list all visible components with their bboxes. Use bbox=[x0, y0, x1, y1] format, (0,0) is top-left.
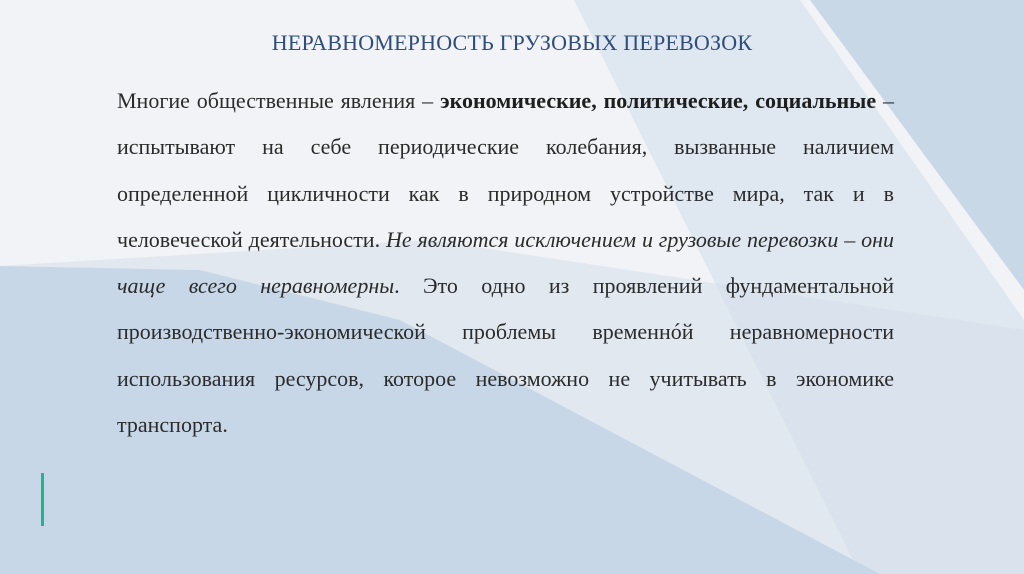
accent-bar bbox=[41, 473, 44, 526]
paragraph-part-3: . Это одно из проявлений фундаментальной производственно-экономической проблемы временнóй неравномерности использования ресурсов, которое невозможно не учитывать в экономике транспорта. bbox=[117, 273, 895, 438]
slide-body-paragraph bbox=[117, 78, 894, 448]
slide-title: НЕРАВНОМЕРНОСТЬ ГРУЗОВЫХ ПЕРЕВОЗОК bbox=[271, 30, 753, 55]
paragraph-bold-phrase: экономические, политические, социальные bbox=[440, 88, 877, 113]
paragraph-part-1: Многие общественные явления – bbox=[117, 88, 441, 113]
paragraph-part-2: – испытывают на себе периодические колебания, вызванные наличием определенной цикличности как в природном устройстве мира, так и в человеческой деятельности. bbox=[117, 88, 895, 252]
paragraph-italic-phrase: Не являются исключением и грузовые перевозки – они чаще всего неравномерны bbox=[117, 226, 894, 299]
